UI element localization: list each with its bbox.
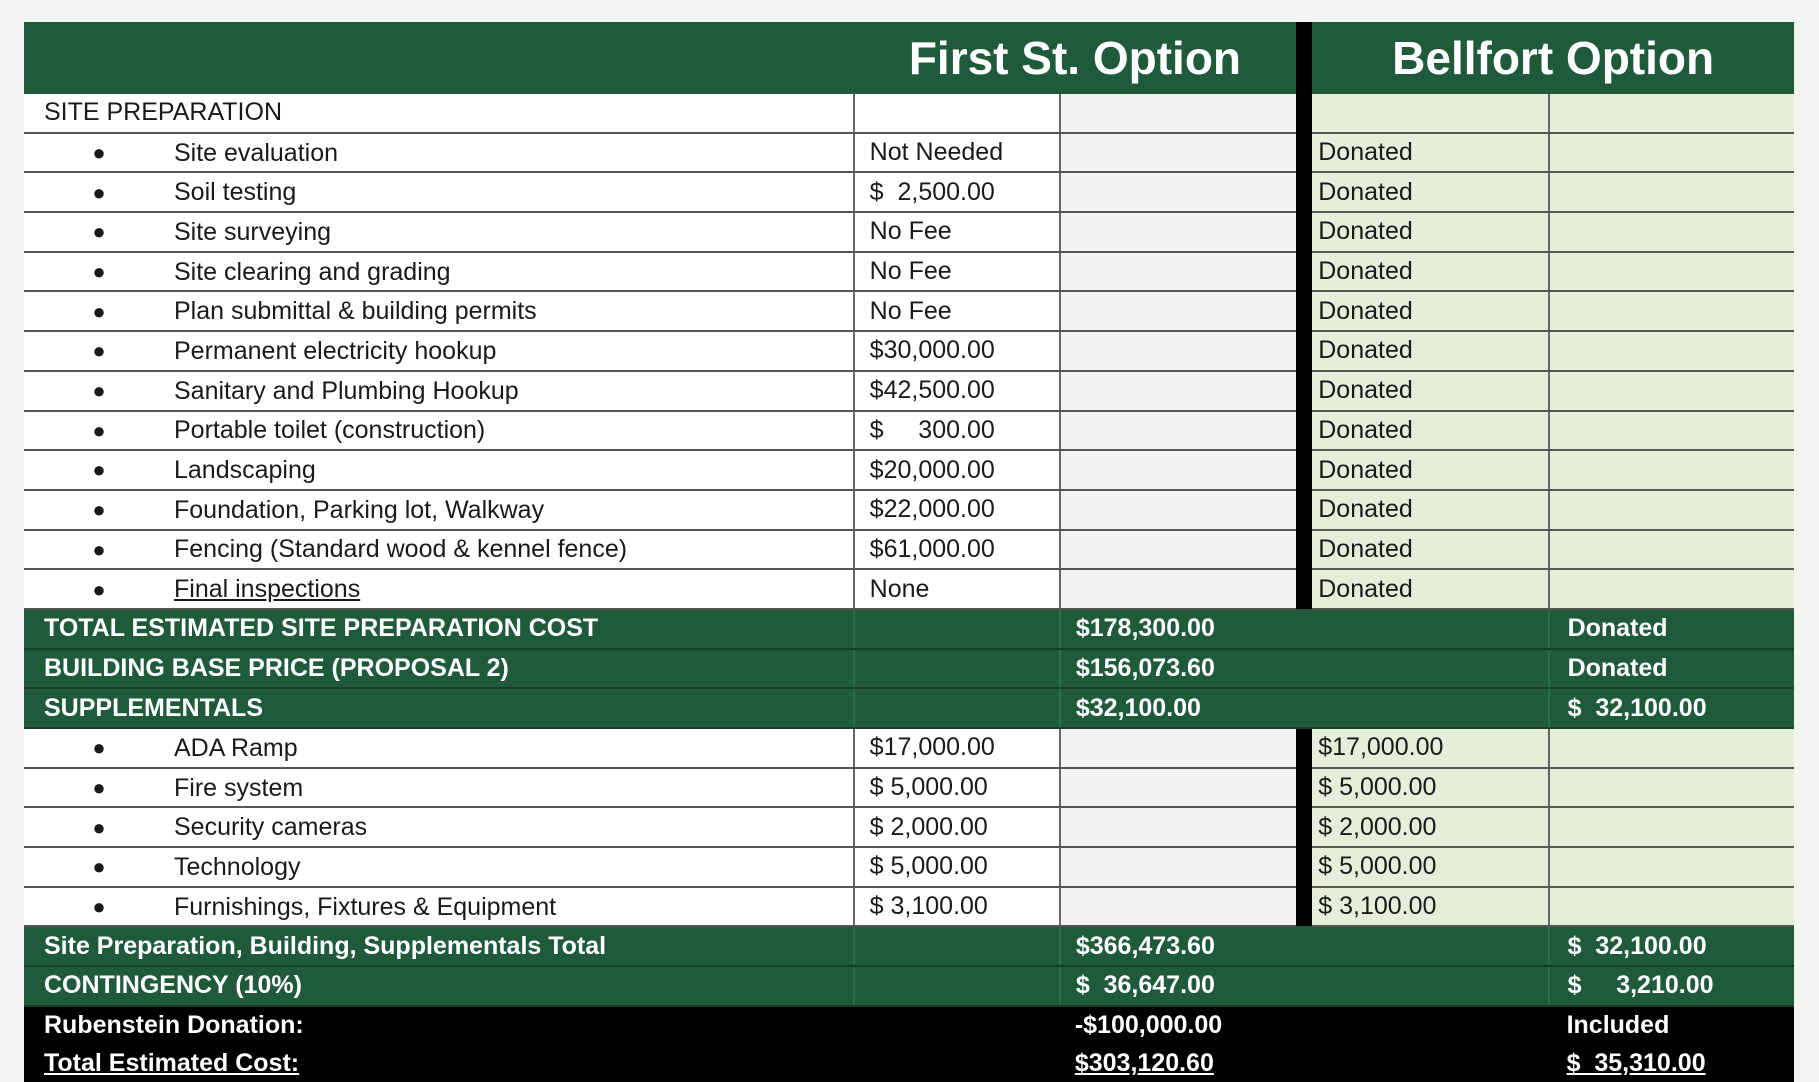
bellfort-total-cell [1549, 807, 1794, 847]
first-cost-cell: $30,000.00 [854, 331, 1060, 371]
column-separator [1296, 887, 1312, 927]
column-separator [1296, 94, 1312, 133]
bellfort-cost-cell: Donated [1312, 490, 1548, 530]
bullet-icon: ● [24, 418, 174, 444]
first-cost-cell: No Fee [854, 252, 1060, 292]
item-label-cell [24, 847, 854, 887]
summary-label: Rubenstein Donation: [24, 1006, 854, 1045]
bellfort-total-cell [1549, 728, 1794, 768]
bellfort-total-cell [1549, 94, 1794, 133]
column-separator [1296, 688, 1312, 728]
first-cost-cell: None [854, 569, 1060, 609]
item-label: Site evaluation [174, 138, 338, 166]
first-cost-cell: $ 300.00 [854, 411, 1060, 451]
first-total-cell [1060, 847, 1296, 887]
site-prep-item-row [24, 172, 1794, 212]
site-prep-item-row [24, 450, 1794, 490]
bellfort-total-cell [1549, 887, 1794, 927]
item-label-cell [24, 212, 854, 252]
column-separator [1296, 1006, 1312, 1045]
bellfort-total-value: Donated [1549, 609, 1794, 649]
first-total-cell [1060, 94, 1296, 133]
first-cost-cell: $ 2,000.00 [854, 807, 1060, 847]
bellfort-cost-cell [1312, 649, 1548, 689]
bellfort-total-cell [1549, 490, 1794, 530]
bellfort-total-cell [1549, 411, 1794, 451]
site-prep-item-row [24, 331, 1794, 371]
site-prep-item-row [24, 291, 1794, 331]
bellfort-total-cell [1549, 371, 1794, 411]
bellfort-total-cell [1549, 212, 1794, 252]
first-cost-cell [854, 926, 1060, 966]
column-separator [1296, 411, 1312, 451]
item-label: Site surveying [174, 218, 331, 246]
item-label-cell [24, 331, 854, 371]
bellfort-cost-cell: Donated [1312, 172, 1548, 212]
item-label: Sanitary and Plumbing Hookup [174, 377, 519, 405]
column-separator [1296, 768, 1312, 808]
column-separator [1296, 1045, 1312, 1082]
bellfort-cost-cell: Donated [1312, 212, 1548, 252]
first-cost-cell: $ 3,100.00 [854, 887, 1060, 927]
item-label-cell [24, 490, 854, 530]
bellfort-cost-cell: Donated [1312, 371, 1548, 411]
building-base-price-row [24, 649, 1794, 689]
bellfort-cost-cell: Donated [1312, 252, 1548, 292]
site-prep-item-row [24, 212, 1794, 252]
item-label: Foundation, Parking lot, Walkway [174, 496, 544, 524]
bullet-icon: ● [24, 854, 174, 880]
bellfort-cost-cell: Donated [1312, 450, 1548, 490]
bullet-icon: ● [24, 577, 174, 603]
supplementals-row [24, 688, 1794, 728]
first-total-cell [1060, 807, 1296, 847]
first-cost-cell: $22,000.00 [854, 490, 1060, 530]
item-label: Furnishings, Fixtures & Equipment [174, 893, 556, 921]
first-total-cell [1060, 331, 1296, 371]
bellfort-cost-cell: $17,000.00 [1312, 728, 1548, 768]
bellfort-cost-cell: $ 2,000.00 [1312, 807, 1548, 847]
bellfort-cost-cell: $ 5,000.00 [1312, 847, 1548, 887]
bullet-icon: ● [24, 259, 174, 285]
summary-label: BUILDING BASE PRICE (PROPOSAL 2) [24, 649, 854, 689]
item-label: Landscaping [174, 456, 316, 484]
item-label-cell [24, 530, 854, 570]
item-label: Portable toilet (construction) [174, 416, 485, 444]
bellfort-total-cell [1549, 569, 1794, 609]
column-separator [1296, 807, 1312, 847]
first-cost-cell [854, 609, 1060, 649]
column-separator [1296, 133, 1312, 173]
column-separator [1296, 212, 1312, 252]
first-total-cell [1060, 133, 1296, 173]
supplemental-item-row [24, 807, 1794, 847]
first-cost-cell: Not Needed [854, 133, 1060, 173]
site-prep-item-row [24, 490, 1794, 530]
column-separator [1296, 172, 1312, 212]
bellfort-total-cell [1549, 530, 1794, 570]
site-prep-item-row [24, 569, 1794, 609]
summary-label: TOTAL ESTIMATED SITE PREPARATION COST [24, 609, 854, 649]
cost-comparison-frame [24, 22, 1794, 1037]
bellfort-total-value: Donated [1549, 649, 1794, 689]
bullet-icon: ● [24, 457, 174, 483]
item-label-cell [24, 768, 854, 808]
first-cost-cell: No Fee [854, 291, 1060, 331]
first-cost-cell [854, 1045, 1060, 1082]
bellfort-total-value: $ 32,100.00 [1549, 688, 1794, 728]
item-label: Security cameras [174, 813, 367, 841]
first-total-cell [1060, 450, 1296, 490]
bellfort-option-header: Bellfort Option [1312, 22, 1794, 94]
supplemental-item-row [24, 847, 1794, 887]
first-total-value: $156,073.60 [1060, 649, 1296, 689]
first-total-value: $303,120.60 [1060, 1045, 1296, 1082]
bellfort-cost-cell: Donated [1312, 411, 1548, 451]
first-total-value: $178,300.00 [1060, 609, 1296, 649]
section-row-site-preparation [24, 94, 1794, 133]
item-label: Technology [174, 853, 300, 881]
first-total-value: $ 36,647.00 [1060, 966, 1296, 1006]
item-label-cell [24, 807, 854, 847]
site-prep-item-row [24, 371, 1794, 411]
first-cost-cell: $17,000.00 [854, 728, 1060, 768]
item-label-cell [24, 133, 854, 173]
bullet-icon: ● [24, 735, 174, 761]
rubenstein-donation-row [24, 1006, 1794, 1045]
item-label: Final inspections [174, 575, 360, 603]
bellfort-cost-cell: Donated [1312, 331, 1548, 371]
first-total-cell [1060, 887, 1296, 927]
bellfort-cost-cell: $ 5,000.00 [1312, 768, 1548, 808]
item-label: Soil testing [174, 178, 296, 206]
item-label-cell [24, 172, 854, 212]
item-label: Permanent electricity hookup [174, 337, 496, 365]
first-total-cell [1060, 291, 1296, 331]
item-label-cell [24, 371, 854, 411]
bellfort-total-cell [1549, 331, 1794, 371]
item-label: Site clearing and grading [174, 258, 451, 286]
bullet-icon: ● [24, 894, 174, 920]
column-separator [1296, 966, 1312, 1006]
bellfort-cost-cell [1312, 966, 1548, 1006]
summary-label: Site Preparation, Building, Supplementals Total [24, 926, 854, 966]
header-row [24, 22, 1794, 94]
bullet-icon: ● [24, 378, 174, 404]
bellfort-cost-cell: Donated [1312, 569, 1548, 609]
item-label-cell [24, 291, 854, 331]
first-cost-cell [854, 94, 1060, 133]
bellfort-cost-cell: $ 3,100.00 [1312, 887, 1548, 927]
first-cost-cell: No Fee [854, 212, 1060, 252]
header-blank [24, 22, 854, 94]
supplemental-item-row [24, 887, 1794, 927]
first-total-value: $366,473.60 [1060, 926, 1296, 966]
bullet-icon: ● [24, 299, 174, 325]
bellfort-cost-cell: Donated [1312, 291, 1548, 331]
bellfort-total-value: $ 35,310.00 [1549, 1045, 1794, 1082]
bullet-icon: ● [24, 338, 174, 364]
summary-label: CONTINGENCY (10%) [24, 966, 854, 1006]
item-label: Fencing (Standard wood & kennel fence) [174, 535, 627, 563]
first-total-cell [1060, 490, 1296, 530]
bellfort-cost-cell [1312, 609, 1548, 649]
column-separator [1296, 926, 1312, 966]
bellfort-total-cell [1549, 450, 1794, 490]
bellfort-cost-cell: Donated [1312, 133, 1548, 173]
item-label-cell [24, 728, 854, 768]
site-prep-item-row [24, 530, 1794, 570]
item-label-cell [24, 569, 854, 609]
total-estimated-cost-row [24, 1045, 1794, 1082]
column-separator [1296, 450, 1312, 490]
bullet-icon: ● [24, 775, 174, 801]
bellfort-total-value: $ 3,210.00 [1549, 966, 1794, 1006]
bellfort-cost-cell [1312, 1045, 1548, 1082]
first-cost-cell: $ 2,500.00 [854, 172, 1060, 212]
summary-label: Total Estimated Cost: [24, 1045, 854, 1082]
column-separator [1296, 22, 1312, 94]
section-title: SITE PREPARATION [24, 94, 854, 133]
first-cost-cell: $ 5,000.00 [854, 768, 1060, 808]
bullet-icon: ● [24, 140, 174, 166]
column-separator [1296, 371, 1312, 411]
first-total-cell [1060, 411, 1296, 451]
item-label-cell [24, 252, 854, 292]
bellfort-total-value: $ 32,100.00 [1549, 926, 1794, 966]
first-cost-cell: $42,500.00 [854, 371, 1060, 411]
column-separator [1296, 530, 1312, 570]
column-separator [1296, 649, 1312, 689]
column-separator [1296, 252, 1312, 292]
site-prep-item-row [24, 133, 1794, 173]
bellfort-total-cell [1549, 847, 1794, 887]
bellfort-cost-cell [1312, 1006, 1548, 1045]
bellfort-total-value: Included [1549, 1006, 1794, 1045]
total-site-prep-row [24, 609, 1794, 649]
first-total-cell [1060, 728, 1296, 768]
column-separator [1296, 569, 1312, 609]
bellfort-total-cell [1549, 252, 1794, 292]
first-total-cell [1060, 530, 1296, 570]
first-cost-cell: $20,000.00 [854, 450, 1060, 490]
bullet-icon: ● [24, 219, 174, 245]
contingency-row [24, 966, 1794, 1006]
column-separator [1296, 490, 1312, 530]
item-label: Plan submittal & building permits [174, 297, 537, 325]
bellfort-total-cell [1549, 172, 1794, 212]
cost-comparison-table [24, 22, 1794, 1082]
column-separator [1296, 847, 1312, 887]
site-prep-item-row [24, 411, 1794, 451]
first-cost-cell [854, 649, 1060, 689]
item-label: ADA Ramp [174, 734, 298, 762]
bellfort-cost-cell [1312, 688, 1548, 728]
summary-label: SUPPLEMENTALS [24, 688, 854, 728]
bellfort-cost-cell: Donated [1312, 530, 1548, 570]
bellfort-total-cell [1549, 133, 1794, 173]
column-separator [1296, 609, 1312, 649]
first-cost-cell: $61,000.00 [854, 530, 1060, 570]
item-label-cell [24, 450, 854, 490]
first-cost-cell [854, 688, 1060, 728]
bullet-icon: ● [24, 815, 174, 841]
first-cost-cell [854, 1006, 1060, 1045]
first-cost-cell [854, 966, 1060, 1006]
column-separator [1296, 331, 1312, 371]
item-label-cell [24, 887, 854, 927]
bullet-icon: ● [24, 497, 174, 523]
bellfort-total-cell [1549, 768, 1794, 808]
bellfort-total-cell [1549, 291, 1794, 331]
first-total-cell [1060, 252, 1296, 292]
first-total-cell [1060, 212, 1296, 252]
supplemental-item-row [24, 728, 1794, 768]
column-separator [1296, 728, 1312, 768]
first-total-value: $32,100.00 [1060, 688, 1296, 728]
bullet-icon: ● [24, 180, 174, 206]
first-total-cell [1060, 172, 1296, 212]
first-total-cell [1060, 569, 1296, 609]
first-st-option-header: First St. Option [854, 22, 1297, 94]
bellfort-cost-cell [1312, 926, 1548, 966]
supplemental-item-row [24, 768, 1794, 808]
column-separator [1296, 291, 1312, 331]
item-label: Fire system [174, 773, 303, 801]
combined-total-row [24, 926, 1794, 966]
first-cost-cell: $ 5,000.00 [854, 847, 1060, 887]
first-total-value: -$100,000.00 [1060, 1006, 1296, 1045]
site-prep-item-row [24, 252, 1794, 292]
bellfort-cost-cell [1312, 94, 1548, 133]
first-total-cell [1060, 768, 1296, 808]
bullet-icon: ● [24, 537, 174, 563]
item-label-cell [24, 411, 854, 451]
first-total-cell [1060, 371, 1296, 411]
